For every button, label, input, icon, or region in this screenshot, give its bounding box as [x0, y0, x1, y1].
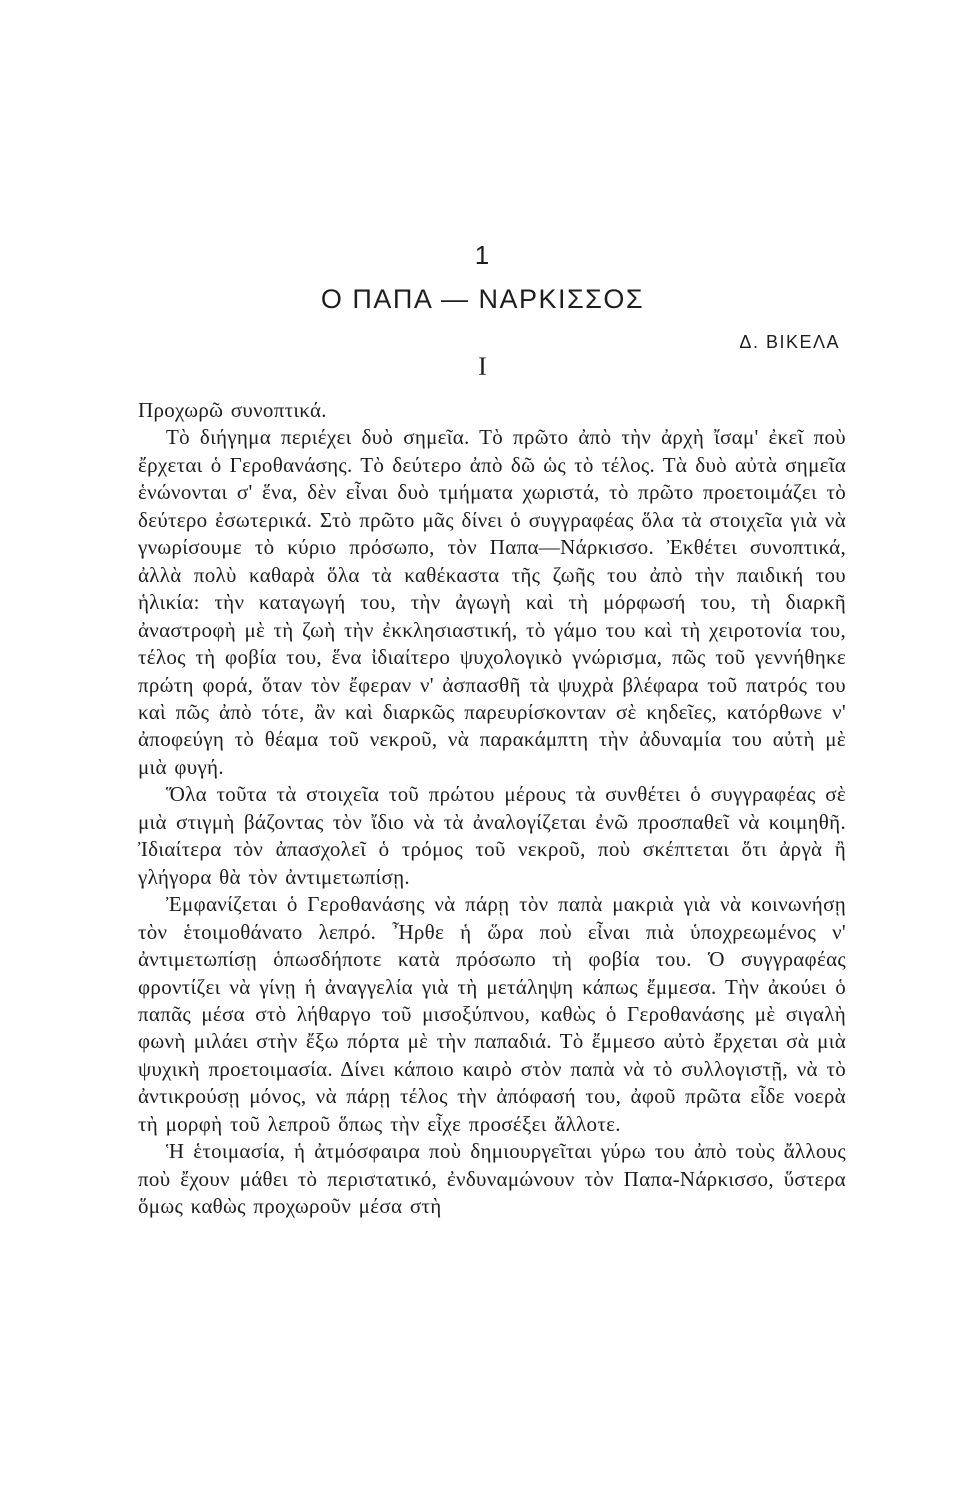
paragraph: Τὸ διήγημα περιέχει δυὸ σημεῖα. Τὸ πρῶτο ἀπὸ τὴν ἀρχὴ ἴσαμ' ἐκεῖ ποὺ ἔρχεται ὁ Γεροθανάσης. Τὸ δεύτερο ἀπὸ δῶ ὡς τὸ τέλος. Τὰ δυὸ αὐτὰ σημεῖα ἑνώνονται σ' ἕνα, δὲν εἶναι δυὸ τμήματα χωριστά, τὸ πρῶτο προετοιμάζει τὸ δεύτερο ἐσωτερικά. Στὸ πρῶτο μᾶς δίνει ὁ συγγραφέας ὅλα τὰ στοιχεῖα γιὰ νὰ γνωρίσουμε τὸ κύριο πρόσωπο, τὸν Παπα—Νάρκισσο. Ἐκθέτει συνοπτικά, ἀλλὰ πολὺ καθαρὰ ὅλα τὰ καθέκαστα τῆς ζωῆς του ἀπὸ τὴν παιδική του ἡλικία: τὴν καταγωγή του, τὴν ἀγωγὴ καὶ τὴ μόρφωσή του, τὴ διαρκῆ ἀναστροφὴ μὲ τὴ ζωὴ τὴν ἐκκλησιαστική, τὸ γάμο του καὶ τὴ χειροτονία του, τέλος τὴ φοβία του, ἕνα ἰδιαίτερο ψυχολογικὸ γνώρισμα, πῶς τοῦ γεννήθηκε πρώτη φορά, ὅταν τὸν ἔφεραν ν' ἀσπασθῆ τὰ ψυχρὰ βλέφαρα τοῦ πατρός του καὶ πῶς ἀπὸ τότε, ἂν καὶ διαρκῶς παρευρίσκονταν σὲ κηδεῖες, κατόρθωνε ν' ἀποφεύγη τὸ θέαμα τοῦ νεκροῦ, νὰ παρακάμπτη τὴν ἀδυναμία του αὐτὴ μὲ μιὰ φυγή.	[138, 425, 846, 779]
chapter-title: Ο ΠΑΠΑ — ΝΑΡΚΙΣΣΟΣ	[320, 284, 645, 314]
chapter-number: 1	[474, 240, 491, 270]
section-numeral: Ι	[478, 352, 487, 381]
author-name: Δ. ΒΙΚΕΛΑ	[739, 332, 840, 352]
paragraph: Προχωρῶ συνοπτικά.	[138, 398, 327, 422]
paragraph: Ἐμφανίζεται ὁ Γεροθανάσης νὰ πάρῃ τὸν παπὰ μακριὰ γιὰ νὰ κοινωνήσῃ τὸν ἑτοιμοθάνατο λεπρό. Ἦρθε ἡ ὥρα ποὺ εἶναι πιὰ ὑποχρεωμένος ν' ἀντιμετωπίσῃ ὁπωσδήποτε κατὰ πρόσωπο τὴ φοβία του. Ὁ συγγραφέας φροντίζει νὰ γίνῃ ἡ ἀναγγελία γιὰ τὴ μετάληψη κάπως ἔμμεσα. Τὴν ἀκούει ὁ παπᾶς μέσα στὸ λήθαργο τοῦ μισοξύπνου, καθὼς ὁ Γεροθανάσης μὲ σιγαλὴ φωνὴ μιλάει στὴν ἔξω πόρτα μὲ τὴν παπαδιά. Τὸ ἔμμεσο αὐτὸ ἔρχεται σὰ μιὰ ψυχικὴ προετοιμασία. Δίνει κάποιο καιρὸ στὸν παπὰ νὰ τὸ συλλογιστῇ, νὰ τὸ ἀντικρούσῃ μόνος, νὰ πάρῃ τέλος τὴν ἀπόφασή του, ἀφοῦ πρῶτα εἶδε νοερὰ τὴ μορφὴ τοῦ λεπροῦ ὅπως τὴν εἶχε προσέξει ἄλλοτε.	[138, 892, 846, 1136]
paragraph: Ὅλα τοῦτα τὰ στοιχεῖα τοῦ πρώτου μέρους τὰ συνθέτει ὁ συγγραφέας σὲ μιὰ στιγμὴ βάζοντας τὸν ἴδιο νὰ τὰ ἀναλογίζεται ἐνῶ προσπαθεῖ νὰ κοιμηθῆ. Ἰδιαίτερα τὸν ἀπασχολεῖ ὁ τρόμος τοῦ νεκροῦ, ποὺ σκέπτεται ὅτι ἀργὰ ἢ γλήγορα θὰ τὸν ἀντιμετωπίσῃ.	[138, 782, 846, 889]
body-text	[138, 397, 846, 1221]
paragraph: Ἡ ἑτοιμασία, ἡ ἀτμόσφαιρα ποὺ δημιουργεῖται γύρω του ἀπὸ τοὺς ἄλλους ποὺ ἔχουν μάθει τὸ περιστατικό, ἐνδυναμώνουν τὸν Παπα-Νάρκισσο, ὕστερα ὅμως καθὼς προχωροῦν μέσα στὴ	[138, 1139, 846, 1219]
